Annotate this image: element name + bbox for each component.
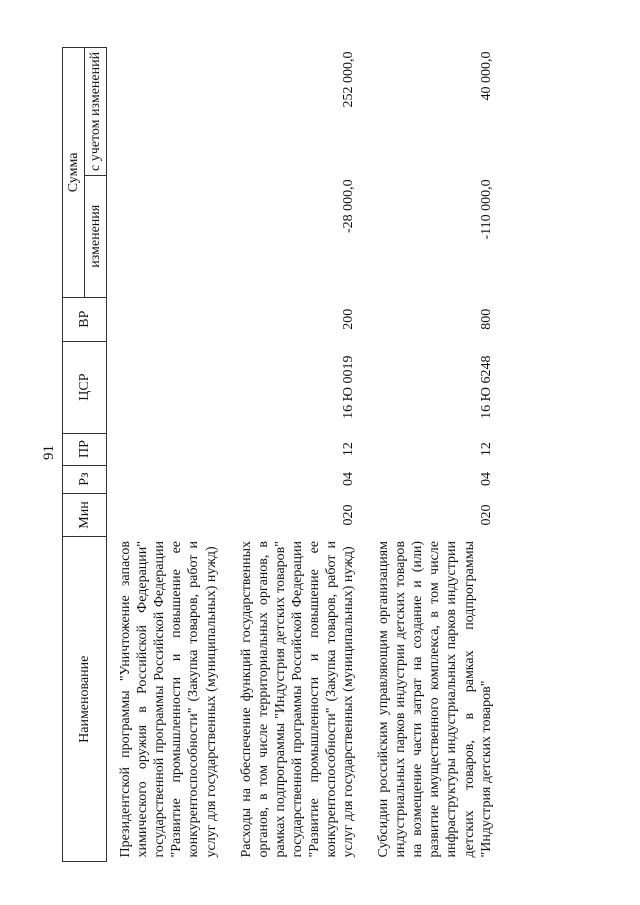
header-with-changes: с учетом изменений <box>85 48 107 176</box>
row-min <box>107 493 228 537</box>
row-min: 020 <box>478 504 494 526</box>
row-change: -110 000,0 <box>478 179 494 240</box>
header-pr: ПР <box>63 433 107 465</box>
table-row <box>365 48 503 862</box>
row-change <box>107 175 228 297</box>
row-min: 020 <box>341 504 357 526</box>
header-row <box>63 48 85 862</box>
row-total: 252 000,0 <box>341 51 357 108</box>
row-name: Субсидии российским управляющим организациям индустриальных парков индустрии детских товаров на возмещение части затрат на создание и (или) развитие имущественного комплекса, в том числе инфраструктуры индустриальных парков индустрии детских товаров, в рамках подпрограммы "Индустрия детских товаров" <box>376 541 494 858</box>
row-rz: 04 <box>478 472 494 487</box>
row-name: Президентской программы "Уничтожение запасов химического оружия в Российской Федерации" государственной программы Российской Федерации "Развитие промышленности и повышение ее конкурентоспособности" (Закупка товаров, работ и услуг для государственных (муниципальных) нужд) <box>118 541 219 858</box>
table-row <box>107 48 228 862</box>
row-rz: 04 <box>341 472 357 487</box>
header-name: Наименование <box>63 537 107 862</box>
table-row <box>228 48 366 862</box>
row-pr: 12 <box>341 442 357 457</box>
row-csr <box>107 341 228 433</box>
row-change: -28 000,0 <box>341 179 357 234</box>
header-changes: изменения <box>85 175 107 297</box>
row-pr: 12 <box>478 442 494 457</box>
row-total <box>107 48 228 176</box>
row-rz <box>107 465 228 493</box>
header-csr: ЦСР <box>63 341 107 433</box>
header-sum: Сумма <box>63 48 85 298</box>
budget-table <box>62 47 503 862</box>
row-name: Расходы на обеспечение функций государственных органов, в том числе территориальных органов, в рамках подпрограммы "Индустрия детских товаров" государственной программы Российской Федерации "Развитие промышленности и повышение ее конкурентоспособности" (Закупка товаров, работ и услуг для государственных (муниципальных) нужд) <box>238 541 357 858</box>
row-vr <box>107 297 228 341</box>
row-pr <box>107 433 228 465</box>
row-total: 40 000,0 <box>478 51 494 101</box>
row-csr: 16 Ю 6248 <box>478 355 494 419</box>
page-number: 91 <box>41 445 57 460</box>
header-min: Мин <box>63 493 107 537</box>
header-vr: ВР <box>63 297 107 341</box>
row-vr: 800 <box>478 308 494 330</box>
row-vr: 200 <box>341 308 357 330</box>
header-rz: Рз <box>63 465 107 493</box>
row-csr: 16 Ю 0019 <box>341 355 357 419</box>
